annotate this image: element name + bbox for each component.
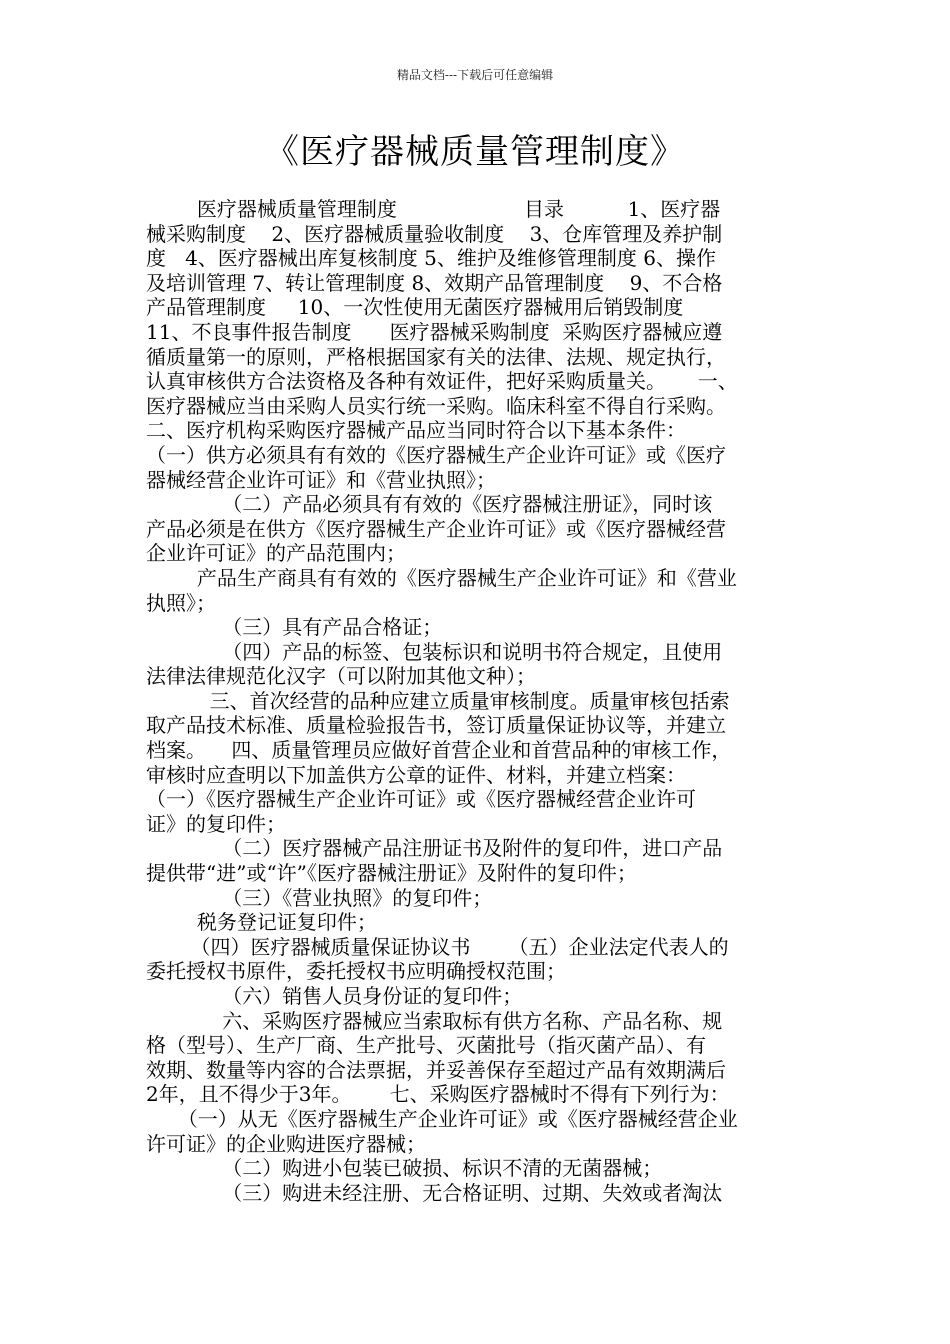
body-line: （二）医疗器械产品注册证书及附件的复印件，进口产品 bbox=[146, 836, 723, 861]
body-line: （四）医疗器械质量保证协议书 （五）企业法定代表人的 bbox=[146, 934, 729, 959]
body-line: 委托授权书原件，委托授权书应明确授权范围； bbox=[146, 959, 566, 984]
body-line: 税务登记证复印件； bbox=[146, 910, 377, 935]
body-line: 证》的复印件； bbox=[146, 811, 286, 836]
body-line: 认真审核供方合法资格及各种有效证件，把好采购质量关。 一、 bbox=[146, 369, 738, 394]
body-line: 三、首次经营的品种应建立质量审核制度。质量审核包括索 bbox=[146, 688, 730, 713]
body-line: 取产品技术标准、质量检验报告书，签订质量保证协议等，并建立 bbox=[146, 713, 726, 738]
body-line: 产品生产商具有有效的《医疗器械生产企业许可证》和《营业 bbox=[146, 565, 737, 590]
body-line: （二）产品必须具有有效的《医疗器械注册证》，同时该 bbox=[146, 492, 713, 517]
body-line: 2年，且不得少于3年。 七、采购医疗器械时不得有下列行为： bbox=[146, 1082, 730, 1107]
body-line: 格（型号）、生产厂商、生产批号、灭菌批号（指灭菌产品）、有 bbox=[146, 1033, 706, 1058]
body-line: （一）供方必须具有有效的《医疗器械生产企业许可证》或《医疗 bbox=[146, 442, 726, 467]
body-line: 及培训管理 7、转让管理制度 8、效期产品管理制度 9、不合格 bbox=[146, 270, 723, 295]
body-line: 提供带“进”或“许”《医疗器械注册证》及附件的复印件； bbox=[146, 861, 637, 886]
body-line: 11、不良事件报告制度 医疗器械采购制度 采购医疗器械应遵 bbox=[146, 319, 723, 344]
body-line: 械采购制度 2、医疗器械质量验收制度 3、仓库管理及养护制 bbox=[146, 221, 723, 246]
body-line: 效期、数量等内容的合法票据，并妥善保存至超过产品有效期满后 bbox=[146, 1057, 726, 1082]
body-line: 法律法律规范化汉字（可以附加其他文种）； bbox=[146, 664, 536, 689]
body-line: （六）销售人员身份证的复印件； bbox=[146, 984, 523, 1008]
page-header: 精品文档---下载后可任意编辑 bbox=[396, 68, 554, 82]
body-line: 执照》； bbox=[146, 590, 216, 615]
body-line: （三）具有产品合格证； bbox=[146, 615, 443, 640]
body-line: 产品必须是在供方《医疗器械生产企业许可证》或《医疗器械经营 bbox=[146, 516, 726, 541]
body-line: 六、采购医疗器械应当索取标有供方名称、产品名称、规 bbox=[146, 1008, 723, 1033]
body-line: 度 4、医疗器械出库复核制度 5、维护及维修管理制度 6、操作 bbox=[146, 246, 716, 271]
body-line: （三）购进未经注册、无合格证明、过期、失效或者淘汰 bbox=[146, 1180, 723, 1205]
document-body bbox=[146, 197, 808, 1205]
body-line: 医疗器械质量管理制度 目录 1、医疗器 bbox=[146, 197, 721, 221]
body-line: （二）购进小包装已破损、标识不清的无菌器械； bbox=[146, 1156, 663, 1181]
body-line: 产品管理制度 10、一次性使用无菌医疗器械用后销毁制度 bbox=[146, 295, 684, 320]
body-line: 循质量第一的原则，严格根据国家有关的法律、法规、规定执行， bbox=[146, 344, 726, 369]
body-line: 器械经营企业许可证》和《营业执照》； bbox=[146, 467, 496, 492]
body-line: 许可证》的企业购进医疗器械； bbox=[146, 1131, 426, 1156]
body-line: 医疗器械应当由采购人员实行统一采购。临床科室不得自行采购。 bbox=[146, 393, 726, 418]
body-line: 企业许可证》的产品范围内； bbox=[146, 541, 406, 566]
body-line: （一）从无《医疗器械生产企业许可证》或《医疗器械经营企业 bbox=[146, 1106, 738, 1131]
body-line: 二、医疗机构采购医疗器械产品应当同时符合以下基本条件： bbox=[146, 418, 686, 443]
body-line: （三）《营业执照》的复印件； bbox=[146, 885, 493, 910]
body-line: （四）产品的标签、包装标识和说明书符合规定，且使用 bbox=[146, 639, 723, 664]
body-line: （一）《医疗器械生产企业许可证》或《医疗器械经营企业许可 bbox=[146, 787, 696, 812]
document-title: 《医疗器械质量管理制度》 bbox=[265, 132, 685, 172]
body-line: 审核时应查明以下加盖供方公章的证件、材料，并建立档案： bbox=[146, 762, 686, 787]
body-line: 档案。 四、质量管理员应做好首营企业和首营品种的审核工作， bbox=[146, 738, 732, 763]
